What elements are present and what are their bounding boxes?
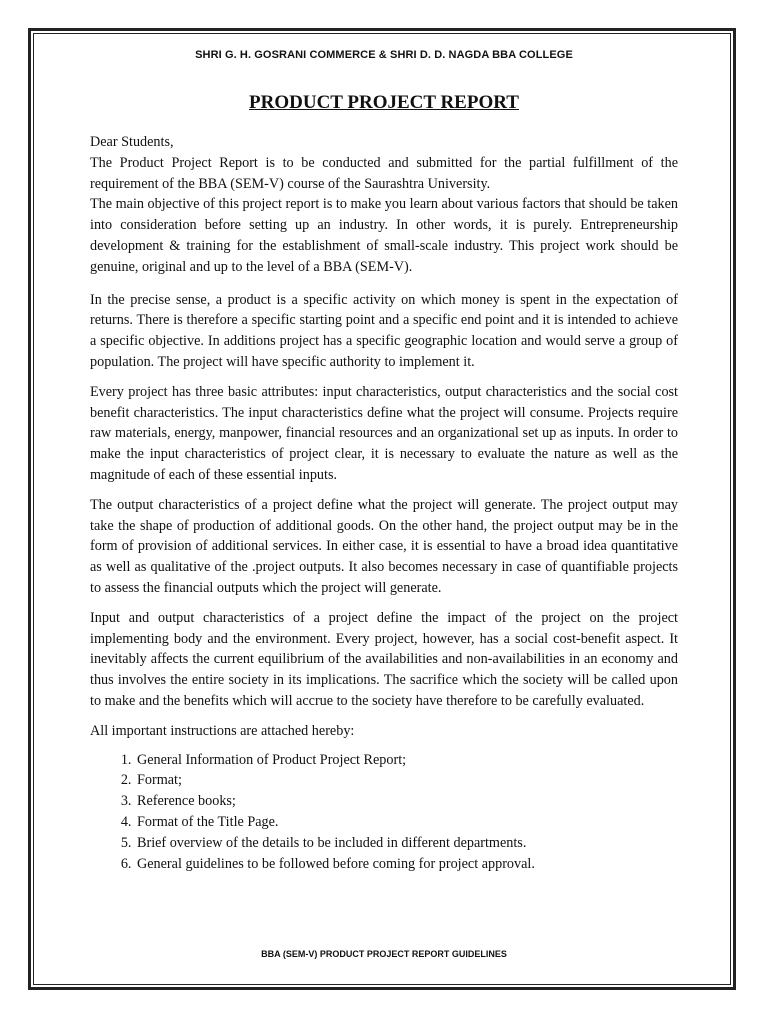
list-item: 3. Reference books; [135,791,678,812]
paragraph-impact: Input and output characteristics of a project define the impact of the project on the project implementing body and the environment. Every project, however, has a social cost-benefit aspect. It inevitably affects the current equilibrium of the availabilities and non-availabilities in an economy and thus involves the entire society in its implications. The sacrifice which the society will be called upon to make and the benefits which will accrue to the society have therefore to be carefully evaluated. [90,609,678,709]
page-footer: BBA (SEM-V) PRODUCT PROJECT REPORT GUIDELINES [261,949,507,959]
college-header: SHRI G. H. GOSRANI COMMERCE & SHRI D. D. NAGDA BBA COLLEGE [195,49,573,61]
greeting: Dear Students, [90,134,174,150]
paragraph-output: The output characteristics of a project define what the project will generate. The project output may take the shape of production of additional goods. On the other hand, the project output may be in the form of provision of additional services. In either case, it is essential to have a broad idea quantitative as well as qualitative of the .project outputs. It also becomes necessary in case of quantifiable projects to assess the financial outputs which the project will generate. [90,496,678,596]
list-item: 1. General Information of Product Project Report; [135,750,678,771]
paragraph-objective: The main objective of this project report is to make you learn about various factors that should be taken into consideration before setting up an industry. In other words, it is purely. Entrepreneurship development & training for the establishment of small-scale industry. This project work should be genuine, original and up to the level of a BBA (SEM-V). [90,196,678,275]
list-item: 5. Brief overview of the details to be included in different departments. [135,833,678,854]
list-item: 2. Format; [135,770,678,791]
page-title: PRODUCT PROJECT REPORT [249,92,519,113]
paragraph-definition: In the precise sense, a product is a specific activity on which money is spent in the expectation of returns. There is therefore a specific starting point and a specific end point and it is intended to achieve a specific objective. In additions project has a specific geographic location and would serve a group of population. The project will have specific authority to implement it. [90,291,678,370]
list-item: 6. General guidelines to be followed before coming for project approval. [135,854,678,875]
instructions-intro: All important instructions are attached hereby: [90,722,355,739]
document-body [90,132,678,874]
paragraph-attributes: Every project has three basic attributes: input characteristics, output characteristics and the social cost benefit characteristics. The input characteristics define what the project will consume. Projects require raw materials, energy, manpower, financial resources and an organizational set up as inputs. In order to make the input characteristics of project clear, it is necessary to evaluate the nature as well as the magnitude of each of these essential inputs. [90,383,678,483]
paragraph-intro: The Product Project Report is to be conducted and submitted for the partial fulfillment of the requirement of the BBA (SEM-V) course of the Saurashtra University. [90,154,678,192]
instructions-list [90,750,678,875]
list-item: 4. Format of the Title Page. [135,812,678,833]
